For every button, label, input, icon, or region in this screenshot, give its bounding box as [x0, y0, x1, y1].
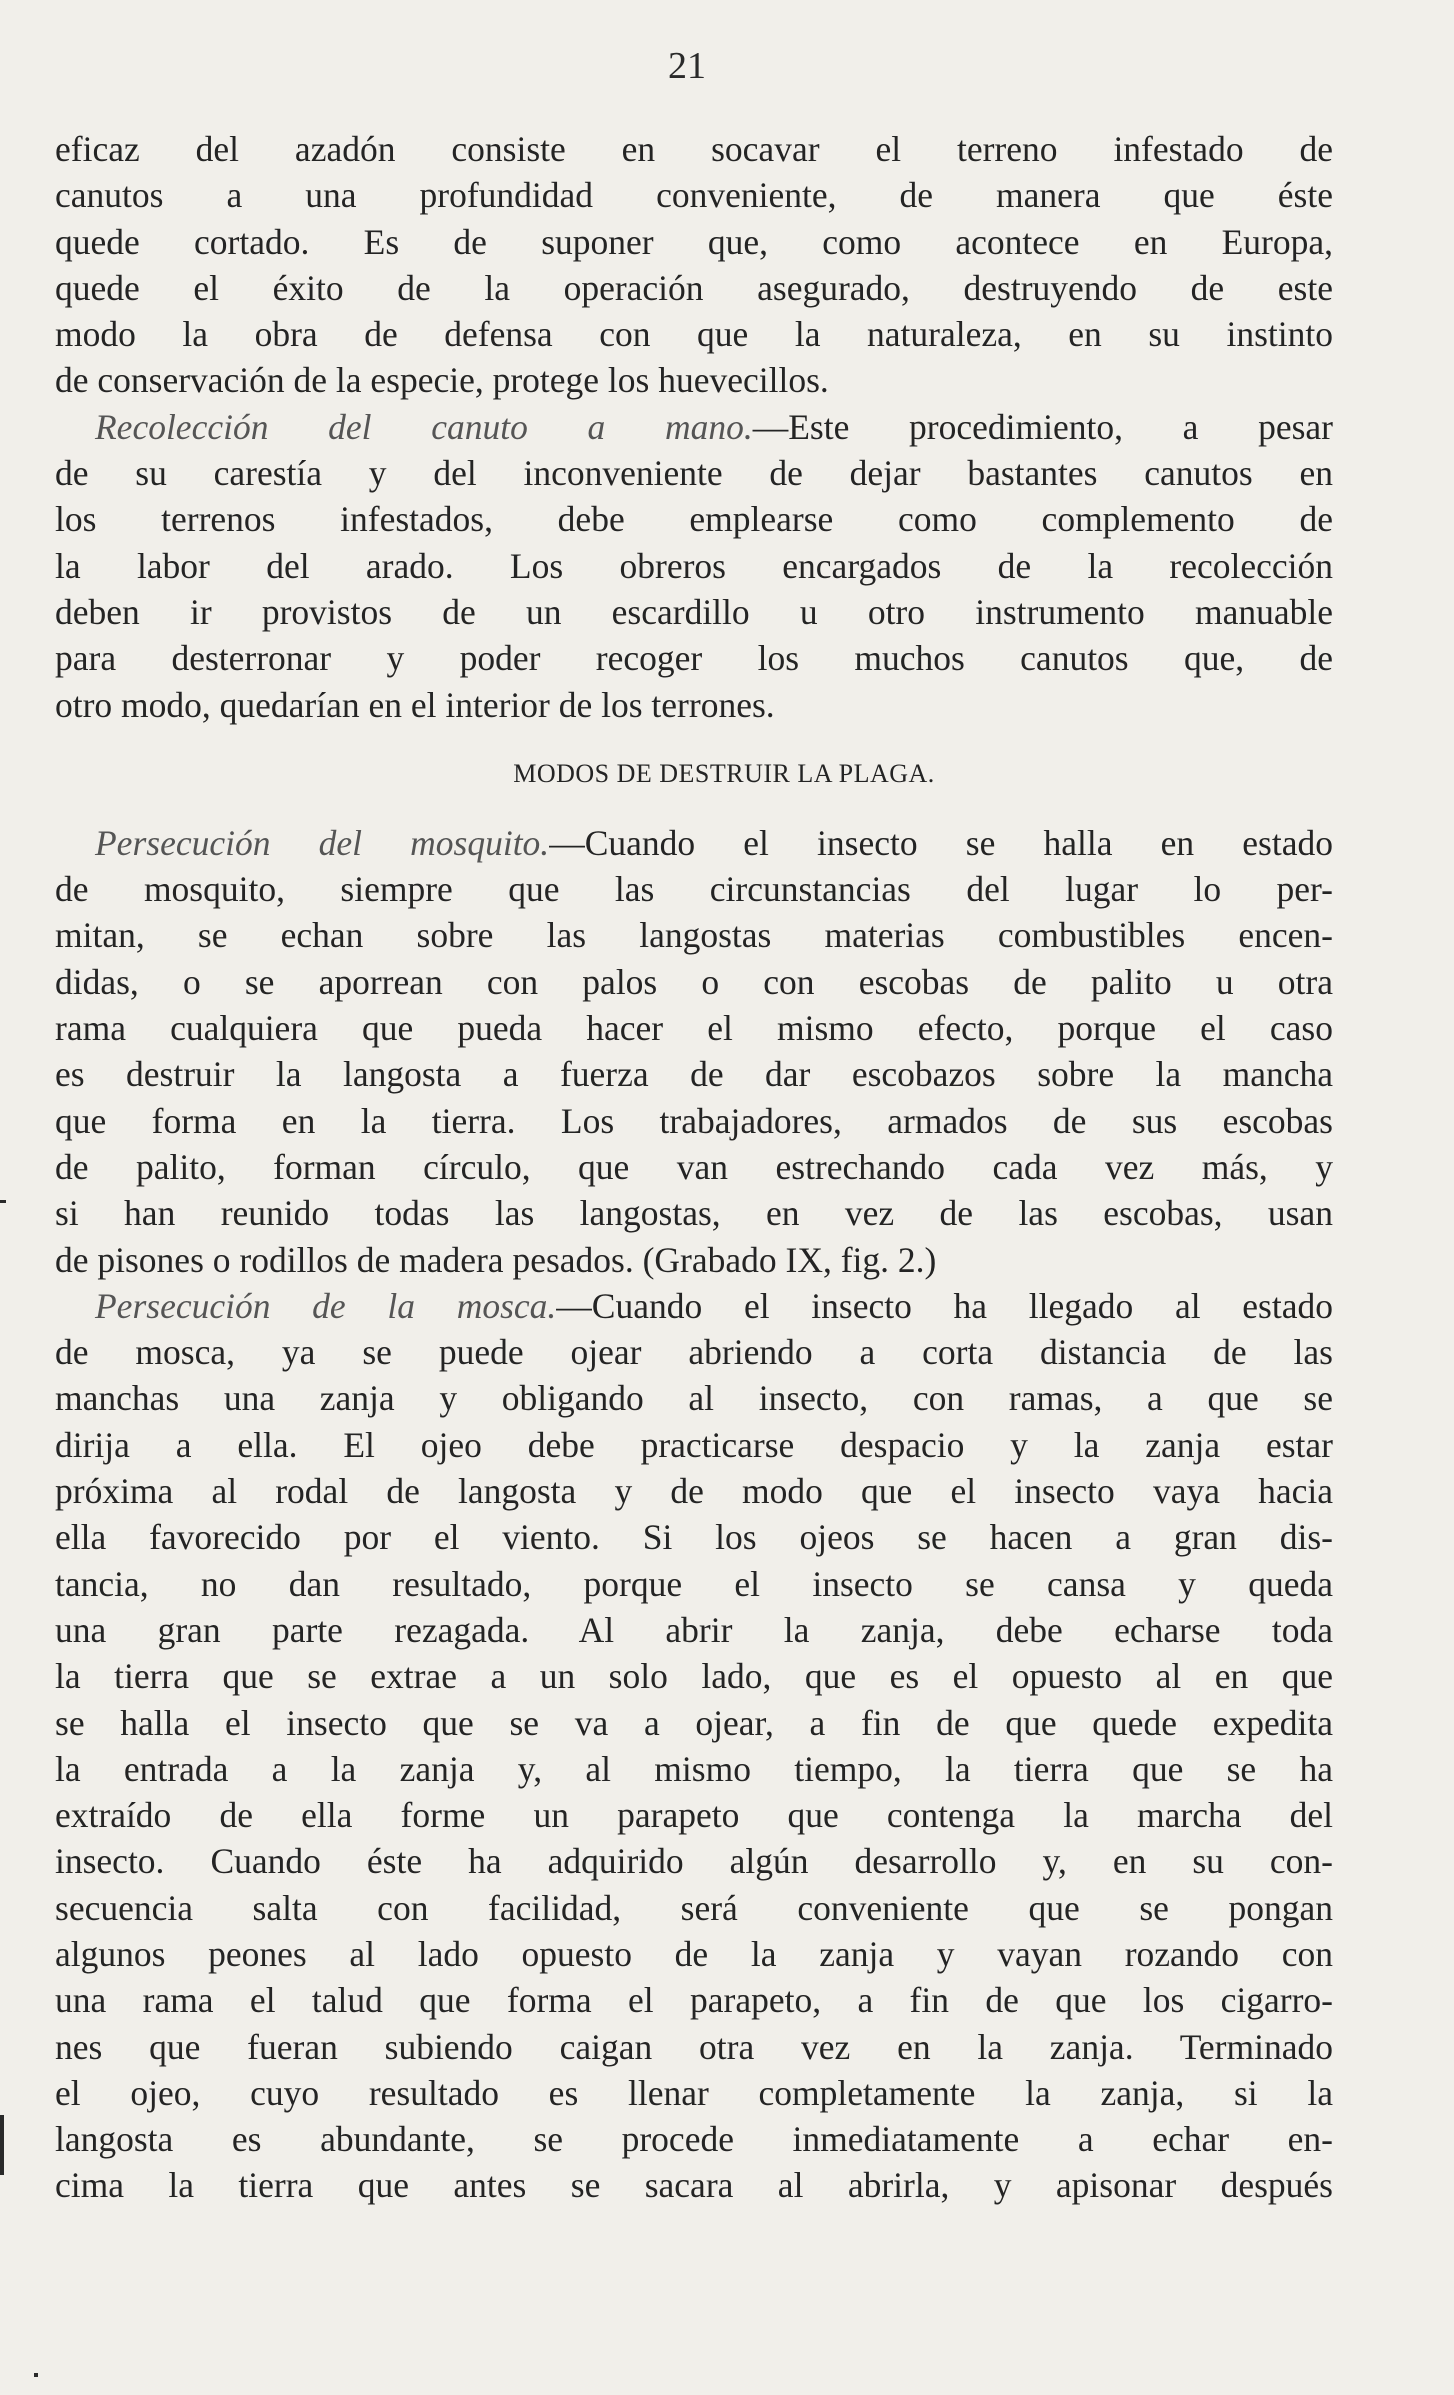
text-line: manchas una zanja y obligando al insecto, con ramas, a que se: [55, 1378, 1333, 1419]
text-line: que forma en la tierra. Los trabajadores, armados de sus escobas: [55, 1100, 1333, 1141]
text-fragment: —Cuando el insecto se halla en estado: [549, 822, 1333, 863]
text-line: se halla el insecto que se va a ojear, a fin de que quede expedita: [55, 1702, 1333, 1743]
text-line: de mosquito, siempre que las circunstancias del lugar lo per-: [55, 869, 1333, 910]
page-number: 21: [668, 45, 706, 87]
text-line: insecto. Cuando éste ha adquirido algún desarrollo y, en su con-: [55, 1841, 1333, 1882]
text-line: nes que fueran subiendo caigan otra vez en la zanja. Terminado: [55, 2026, 1333, 2067]
text-fragment: —Este procedimiento, a pesar: [752, 406, 1333, 447]
text-line: secuencia salta con facilidad, será conveniente que se pongan: [55, 1887, 1333, 1928]
text-line: para desterronar y poder recoger los muchos canutos que, de: [55, 638, 1333, 679]
text-line: otro modo, quedarían en el interior de los terrones.: [55, 684, 775, 725]
text-line: el ojeo, cuyo resultado es llenar completamente la zanja, si la: [55, 2072, 1333, 2113]
text-line: de su carestía y del inconveniente de dejar bastantes canutos en: [55, 453, 1333, 494]
text-line: la tierra que se extrae a un solo lado, que es el opuesto al en que: [55, 1656, 1333, 1697]
scan-edge-mark: [0, 2115, 4, 2175]
text-line: de pisones o rodillos de madera pesados. (Grabado IX, fig. 2.): [55, 1239, 937, 1280]
text-line: de palito, forman círculo, que van estrechando cada vez más, y: [55, 1146, 1333, 1187]
text-line: canutos a una profundidad conveniente, de manera que éste: [55, 175, 1333, 216]
text-line: rama cualquiera que pueda hacer el mismo efecto, porque el caso: [55, 1008, 1333, 1049]
text-line: los terrenos infestados, debe emplearse como complemento de: [55, 499, 1333, 540]
paragraph-heading: Persecución del mosquito.: [95, 822, 550, 863]
text-line: ella favorecido por el viento. Si los ojeos se hacen a gran dis-: [55, 1517, 1333, 1558]
text-line: deben ir provistos de un escardillo u otro instrumento manuable: [55, 591, 1333, 632]
scan-edge-mark: [34, 2373, 38, 2377]
paragraph-first-line: [55, 404, 1333, 450]
text-line: dirija a ella. El ojeo debe practicarse despacio y la zanja estar: [55, 1424, 1333, 1465]
text-line: la labor del arado. Los obreros encargados de la recolección: [55, 545, 1333, 586]
text-line: próxima al rodal de langosta y de modo que el insecto vaya hacia: [55, 1471, 1333, 1512]
body-text: [55, 126, 1333, 2209]
text-line: langosta es abundante, se procede inmediatamente a echar en-: [55, 2119, 1333, 2160]
text-line: didas, o se aporrean con palos o con escobas de palito u otra: [55, 961, 1333, 1002]
text-line: algunos peones al lado opuesto de la zanja y vayan rozando con: [55, 1933, 1333, 1974]
text-line: una gran parte rezagada. Al abrir la zanja, debe echarse toda: [55, 1609, 1333, 1650]
text-line: tancia, no dan resultado, porque el insecto se cansa y queda: [55, 1563, 1333, 1604]
text-line: una rama el talud que forma el parapeto, a fin de que los cigarro-: [55, 1980, 1333, 2021]
section-heading: MODOS DE DESTRUIR LA PLAGA.: [513, 758, 935, 788]
scan-edge-mark: [0, 1200, 6, 1203]
text-line: si han reunido todas las langostas, en vez de las escobas, usan: [55, 1193, 1333, 1234]
paragraph-first-line: [55, 1283, 1333, 1329]
text-line: de conservación de la especie, protege los huevecillos.: [55, 360, 829, 401]
text-line: la entrada a la zanja y, al mismo tiempo, la tierra que se ha: [55, 1748, 1333, 1789]
text-line: cima la tierra que antes se sacara al abrirla, y apisonar después: [55, 2165, 1333, 2206]
text-line: quede el éxito de la operación asegurado, destruyendo de este: [55, 267, 1333, 308]
paragraph-heading: Persecución de la mosca.: [95, 1285, 557, 1326]
text-line: eficaz del azadón consiste en socavar el terreno infestado de: [55, 129, 1333, 169]
text-line: es destruir la langosta a fuerza de dar escobazos sobre la mancha: [55, 1054, 1333, 1095]
text-line: mitan, se echan sobre las langostas materias combustibles encen-: [55, 915, 1333, 956]
text-line: extraído de ella forme un parapeto que contenga la marcha del: [55, 1795, 1333, 1836]
text-fragment: —Cuando el insecto ha llegado al estado: [556, 1285, 1333, 1326]
paragraph-heading: Recolección del canuto a mano.: [95, 406, 753, 447]
text-line: modo la obra de defensa con que la naturaleza, en su instinto: [55, 314, 1333, 355]
text-line: quede cortado. Es de suponer que, como acontece en Europa,: [55, 221, 1333, 262]
paragraph-first-line: [55, 820, 1333, 866]
text-line: de mosca, ya se puede ojear abriendo a corta distancia de las: [55, 1332, 1333, 1373]
